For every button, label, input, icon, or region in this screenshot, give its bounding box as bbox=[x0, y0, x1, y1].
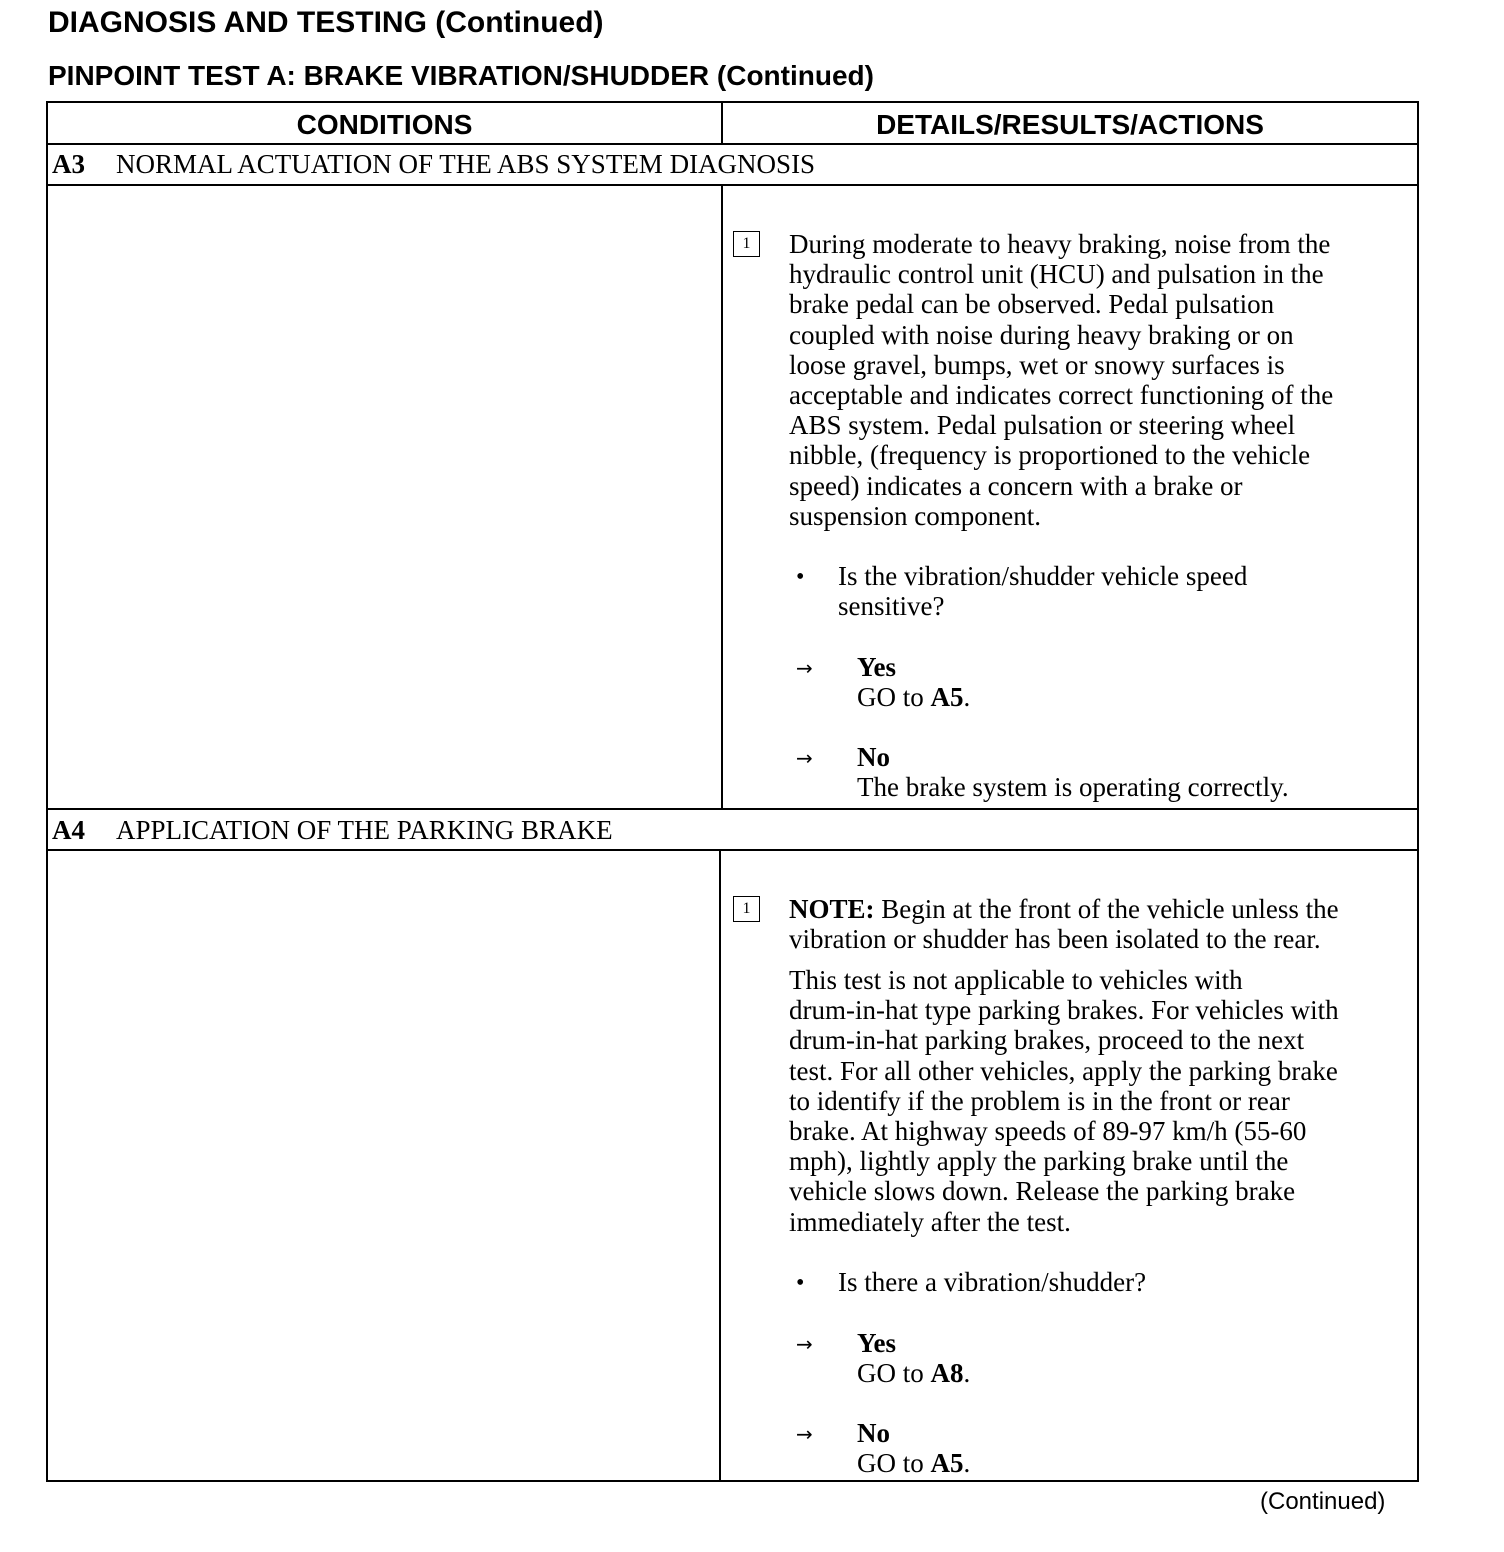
a4-title-divider bbox=[48, 849, 1417, 851]
a4-no-arrow-icon: → bbox=[796, 1422, 813, 1446]
test-subtitle: PINPOINT TEST A: BRAKE VIBRATION/SHUDDER (Continued) bbox=[48, 60, 874, 91]
a3-step-number-box: 1 bbox=[733, 231, 760, 257]
a3-yes-target: A5 bbox=[930, 682, 964, 713]
conditions-column-header: CONDITIONS bbox=[296, 109, 473, 140]
a4-note-line: Begin at the front of the vehicle unless the bbox=[874, 894, 1339, 924]
a4-no-target: A5 bbox=[930, 1448, 964, 1479]
a3-no-label: No bbox=[857, 742, 890, 772]
a4-description bbox=[789, 965, 1409, 1237]
details-column-header: DETAILS/RESULTS/ACTIONS bbox=[876, 109, 1264, 140]
a3-step-title bbox=[52, 149, 815, 180]
a3-question-line: Is the vibration/shudder vehicle speed bbox=[838, 561, 1248, 591]
a4-step-title bbox=[52, 815, 613, 846]
a3-line: speed) indicates a concern with a brake or bbox=[789, 470, 1243, 501]
a4-yes-prefix: GO to bbox=[857, 1358, 931, 1389]
a4-no-answer: No GO to A5. bbox=[857, 1418, 971, 1479]
a3-no-answer bbox=[857, 742, 1289, 802]
a4-yes-label: Yes bbox=[857, 1328, 896, 1358]
page-title: DIAGNOSIS AND TESTING (Continued) bbox=[48, 6, 604, 39]
a4-line: vehicle slows down. Release the parking brake bbox=[789, 1176, 1296, 1207]
a4-note-line: vibration or shudder has been isolated to the rear. bbox=[789, 924, 1321, 955]
a4-line: drum-in-hat type parking brakes. For vehicles with bbox=[789, 995, 1339, 1026]
a3-no-text: The brake system is operating correctly. bbox=[857, 772, 1289, 803]
a4-question: Is there a vibration/shudder? bbox=[838, 1267, 1147, 1297]
a4-yes-answer: Yes GO to A8. bbox=[857, 1328, 971, 1389]
a3-line: suspension component. bbox=[789, 500, 1041, 531]
a4-step-name: APPLICATION OF THE PARKING BRAKE bbox=[116, 815, 613, 845]
a4-step-number-box: 1 bbox=[733, 896, 760, 922]
a3-line: coupled with noise during heavy braking or on bbox=[789, 319, 1294, 350]
a3-line: nibble, (frequency is proportioned to the vehicle bbox=[789, 440, 1311, 471]
a3-title-divider bbox=[48, 184, 1417, 186]
header-column-divider bbox=[721, 103, 723, 143]
a3-step-name: NORMAL ACTUATION OF THE ABS SYSTEM DIAGNOSIS bbox=[116, 149, 816, 179]
a3-line: brake pedal can be observed. Pedal pulsation bbox=[789, 289, 1275, 320]
a3-line: hydraulic control unit (HCU) and pulsation in the bbox=[789, 259, 1324, 290]
a4-note-label: NOTE: bbox=[789, 894, 875, 924]
a4-no-prefix: GO to bbox=[857, 1448, 931, 1479]
a3-question bbox=[838, 561, 1398, 621]
a4-line: mph), lightly apply the parking brake until the bbox=[789, 1146, 1289, 1177]
a3-end-divider bbox=[48, 808, 1417, 810]
header-divider bbox=[48, 143, 1417, 145]
a4-line: to identify if the problem is in the front or rear bbox=[789, 1085, 1290, 1116]
a3-line: ABS system. Pedal pulsation or steering wheel bbox=[789, 410, 1296, 441]
a4-note bbox=[789, 894, 1409, 954]
a4-line: immediately after the test. bbox=[789, 1206, 1071, 1237]
a4-column-divider bbox=[719, 849, 721, 1482]
a4-yes-target: A8 bbox=[930, 1358, 964, 1389]
a4-line: brake. At highway speeds of 89-97 km/h (55-60 bbox=[789, 1116, 1307, 1147]
a3-line: During moderate to heavy braking, noise from the bbox=[789, 229, 1331, 259]
a3-yes-prefix: GO to bbox=[857, 682, 931, 713]
a3-bullet-icon: • bbox=[796, 564, 805, 590]
a4-yes-arrow-icon: → bbox=[796, 1332, 813, 1356]
a4-line: test. For all other vehicles, apply the parking brake bbox=[789, 1055, 1338, 1086]
a3-question-line: sensitive? bbox=[838, 591, 945, 622]
a4-no-label: No bbox=[857, 1418, 890, 1448]
a3-no-arrow-icon: → bbox=[796, 746, 813, 770]
a4-line: drum-in-hat parking brakes, proceed to the next bbox=[789, 1025, 1305, 1056]
a3-step-id: A3 bbox=[52, 149, 85, 179]
a4-step-id: A4 bbox=[52, 815, 85, 845]
a3-line: loose gravel, bumps, wet or snowy surfaces is bbox=[789, 349, 1285, 380]
a3-yes-arrow-icon: → bbox=[796, 656, 813, 680]
a3-yes-answer: Yes GO to A5. bbox=[857, 652, 971, 713]
continued-footer: (Continued) bbox=[1260, 1488, 1386, 1515]
a4-bullet-icon: • bbox=[796, 1270, 805, 1296]
a4-line: This test is not applicable to vehicles with bbox=[789, 965, 1243, 995]
a3-description bbox=[789, 229, 1409, 531]
a3-column-divider bbox=[721, 184, 723, 809]
a3-line: acceptable and indicates correct functioning of the bbox=[789, 380, 1334, 411]
a3-yes-label: Yes bbox=[857, 652, 896, 682]
